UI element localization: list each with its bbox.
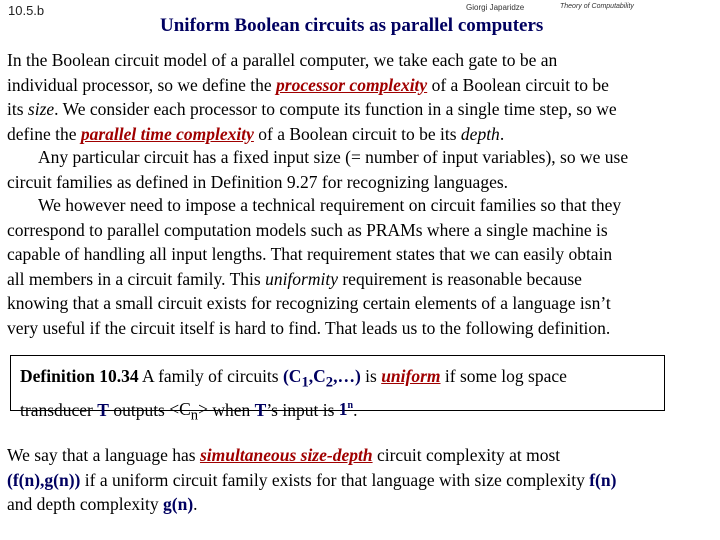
paragraph-size-depth bbox=[7, 443, 715, 517]
emphasis-size: size bbox=[27, 99, 55, 119]
paragraph-uniformity bbox=[7, 193, 715, 340]
emphasis-depth: depth bbox=[460, 123, 500, 144]
unary-input-notation: 1$^n$ bbox=[338, 399, 354, 420]
term-uniform: uniform bbox=[381, 366, 441, 386]
size-function: f(n) bbox=[589, 469, 617, 490]
text-line: We however need to impose a technical requirement on circuit families so that they bbox=[38, 195, 622, 215]
text-line: define the parallel time complexity of a Boolean circuit to be its depth. bbox=[7, 123, 505, 144]
definition-line: transducer T outputs $<C_n>$ when T’s input is 1$^n$. bbox=[20, 399, 358, 424]
transducer-symbol: T bbox=[97, 399, 109, 420]
text-line: knowing that a small circuit exists for recognizing certain elements of a language isn’t bbox=[7, 293, 611, 313]
text-line: correspond to parallel computation models such as PRAMs where a single machine is bbox=[7, 219, 608, 240]
paragraph-circuit-model bbox=[7, 48, 715, 146]
slide-number: 10.5.b bbox=[8, 3, 45, 18]
depth-function: g(n) bbox=[163, 494, 194, 514]
text-line: circuit families as defined in Definition 9.27 for recognizing languages. bbox=[7, 171, 509, 192]
author-name: Giorgi Japaridze bbox=[466, 3, 525, 12]
transducer-symbol: T bbox=[254, 399, 267, 420]
course-name: Theory of Computability bbox=[560, 3, 634, 10]
circuit-n-notation: $<C_n>$ bbox=[169, 399, 208, 424]
text-line: We say that a language has simultaneous size-depth circuit complexity at most bbox=[7, 445, 561, 465]
term-processor-complexity: processor complexity bbox=[276, 74, 428, 95]
text-line: and depth complexity g(n). bbox=[7, 494, 198, 514]
text-line: (f(n),g(n)) if a uniform circuit family exists for that language with size complexity f(n) bbox=[7, 469, 617, 490]
definition-label: Definition 10.34 bbox=[20, 366, 139, 386]
text-line: its size. We consider each processor to compute its function in a single time step, so we bbox=[7, 99, 617, 119]
text-line: Any particular circuit has a fixed input size (= number of input variables), so we use bbox=[38, 147, 629, 167]
slide-title: Uniform Boolean circuits as parallel computers bbox=[160, 15, 544, 36]
term-parallel-time-complexity: parallel time complexity bbox=[80, 123, 254, 144]
text-line: individual processor, so we define the processor complexity of a Boolean circuit to be bbox=[7, 74, 609, 95]
complexity-pair: (f(n),g(n)) bbox=[7, 469, 81, 490]
circuit-family-notation: $(C_1,C_2,\dots)$ bbox=[282, 366, 361, 391]
text-line: In the Boolean circuit model of a parallel computer, we take each gate to be an bbox=[7, 50, 558, 70]
definition-box bbox=[10, 355, 665, 424]
text-line: very useful if the circuit itself is hard to find. That leads us to the following definition. bbox=[7, 317, 611, 338]
emphasis-uniformity: uniformity bbox=[265, 268, 338, 289]
text-line: capable of handling all input lengths. That requirement states that we can easily obtain bbox=[7, 244, 613, 264]
term-simultaneous-size-depth: simultaneous size-depth bbox=[199, 445, 373, 465]
text-line: all members in a circuit family. This uniformity requirement is reasonable because bbox=[7, 268, 582, 289]
paragraph-circuit-families bbox=[7, 145, 715, 194]
definition-line: Definition 10.34 A family of circuits $(C_1,C_2,\dots)$ is uniform if some log space bbox=[20, 366, 567, 391]
